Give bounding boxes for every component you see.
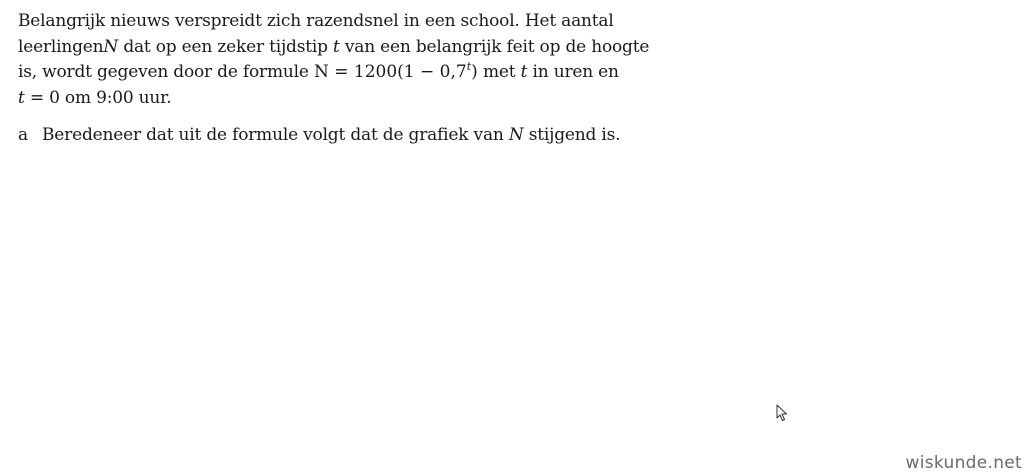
intro-line-1: Belangrijk nieuws verspreidt zich razendsnel in een school. Het aantal bbox=[18, 11, 614, 31]
question-label: a bbox=[18, 125, 28, 145]
question-text: Beredeneer dat uit de formule volgt dat de grafiek van N stijgend is. bbox=[42, 125, 621, 145]
intro-line-4: t = 0 om 9:00 uur. bbox=[18, 87, 172, 108]
watermark: wiskunde.net bbox=[905, 453, 1022, 473]
intro-line-2: leerlingenN dat op een zeker tijdstip t van een belangrijk feit op de hoogte bbox=[18, 36, 650, 57]
question-a bbox=[18, 123, 638, 149]
formula-exponent: t bbox=[466, 60, 472, 73]
variable-t: t bbox=[18, 87, 25, 108]
intro-line-3: is, wordt gegeven door de formule $N = 1200(1 - 0,7^t)$ met t in uren en bbox=[18, 60, 619, 82]
variable-t: t bbox=[520, 62, 528, 82]
exercise-intro bbox=[18, 9, 650, 111]
variable-n: N bbox=[103, 36, 119, 57]
exercise-block bbox=[18, 9, 650, 149]
mouse-cursor-icon bbox=[776, 404, 788, 422]
variable-n: N bbox=[508, 125, 524, 145]
formula: $N = 1200(1 - 0,7^t)$ bbox=[313, 60, 478, 82]
variable-t: t bbox=[333, 36, 340, 57]
